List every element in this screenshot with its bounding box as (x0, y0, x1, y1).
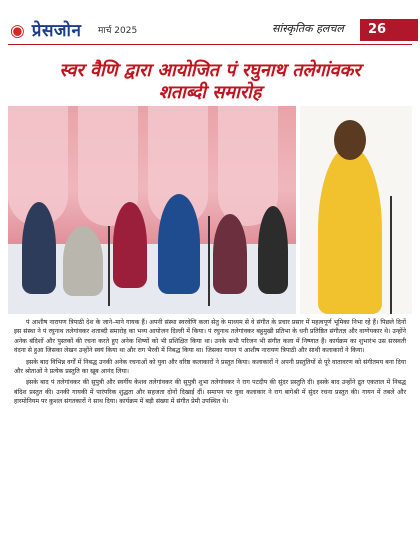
logo-text: प्रेसजोन (31, 21, 82, 41)
ensemble-photo (8, 106, 296, 314)
page-number-badge: 26 (360, 19, 418, 41)
logo-swirl-icon: ◉ (10, 21, 26, 41)
magazine-logo (10, 18, 81, 41)
issue-date: मार्च 2025 (98, 26, 138, 36)
headline-line-2: शताब्दी समारोह (158, 82, 262, 103)
page-header (0, 0, 420, 46)
singer-photo (300, 106, 412, 314)
event-photos (8, 106, 412, 314)
article-paragraph-1: पं आशीष नारायण त्रिपाठी देश के जाने–माने गायक हैं। अपनी संस्था स्वरवेणि कला सेतु के माध्यम से वे संगीत के प्रचार प्रसार में महत्वपूर्ण भूमिका निभा रहे हैं। पिछले दिनों इस संस्था ने पं रघुनाथ तलेगांवकर शताब्दी समारोह का भव्य आयोजन दिल्ली में किया। पं रघुनाथ तलेगांवकर बहुमुखी प्रतिभा के धनी प्रतिष्ठित संगीतज्ञ और वाग्गेयकार थे। उन्होंने अनेक बंदिशों और पुस्तकों की रचना करते हुए अनेक शिष्यों को भी प्रशिक्षित किया था। उनके सभी परिजन भी संगीत कला में निष्णात हैं। कार्यक्रम का शुभारंभ उस सरस्वती वंदना से हुआ जिसका लेखन उन्होंने स्वयं किया था और राग भैरवी में निबद्ध किया था। जिसका गायन पं आशीष नारायण त्रिपाठी और साथी कलाकारों ने किया। (14, 319, 406, 355)
header-rule (8, 44, 412, 45)
headline-line-1: स्वर वैणि द्वारा आयोजित पं रघुनाथ तलेगांवकर (59, 60, 361, 81)
section-title: सांस्कृतिक हलचल (272, 22, 344, 35)
article-paragraph-2: इसके बाद विभिन्न वर्गों में निबद्ध उनकी अनेक रचनाओं को युवा और वरिष्ठ कलाकारों ने प्रस्तुत किया। कलाकारों ने अपनी प्रस्तुतियों से पूरे वातावरण को संगीतमय बना दिया और श्रोताओं ने प्रत्येक प्रस्तुति का खूब आनंद लिया। (14, 358, 406, 376)
article-body (14, 318, 406, 409)
article-paragraph-3: इसके बाद पं तलेगांवकर की सुपुत्री और स्वर्गीय केशव तलेगांवकर की सुपुत्री शुभा तलेगांवकर ने राग पटदीप की सुंदर प्रस्तुति दी। इसके बाद उन्होंने द्रुत एकताल में निबद्ध बंदिश प्रस्तुत की। उनकी गायकी में पारंपरिक शुद्धता और सहजता दोनों दिखाई दीं। समापन पर युवा कलाकार ने राग बागेश्री में सुंदर रचना प्रस्तुत की। गायन में तबले और हारमोनियम पर कुशल संगतकारों ने साथ दिया। कार्यक्रम में बड़ी संख्या में संगीत प्रेमी उपस्थित थे। (14, 379, 406, 406)
